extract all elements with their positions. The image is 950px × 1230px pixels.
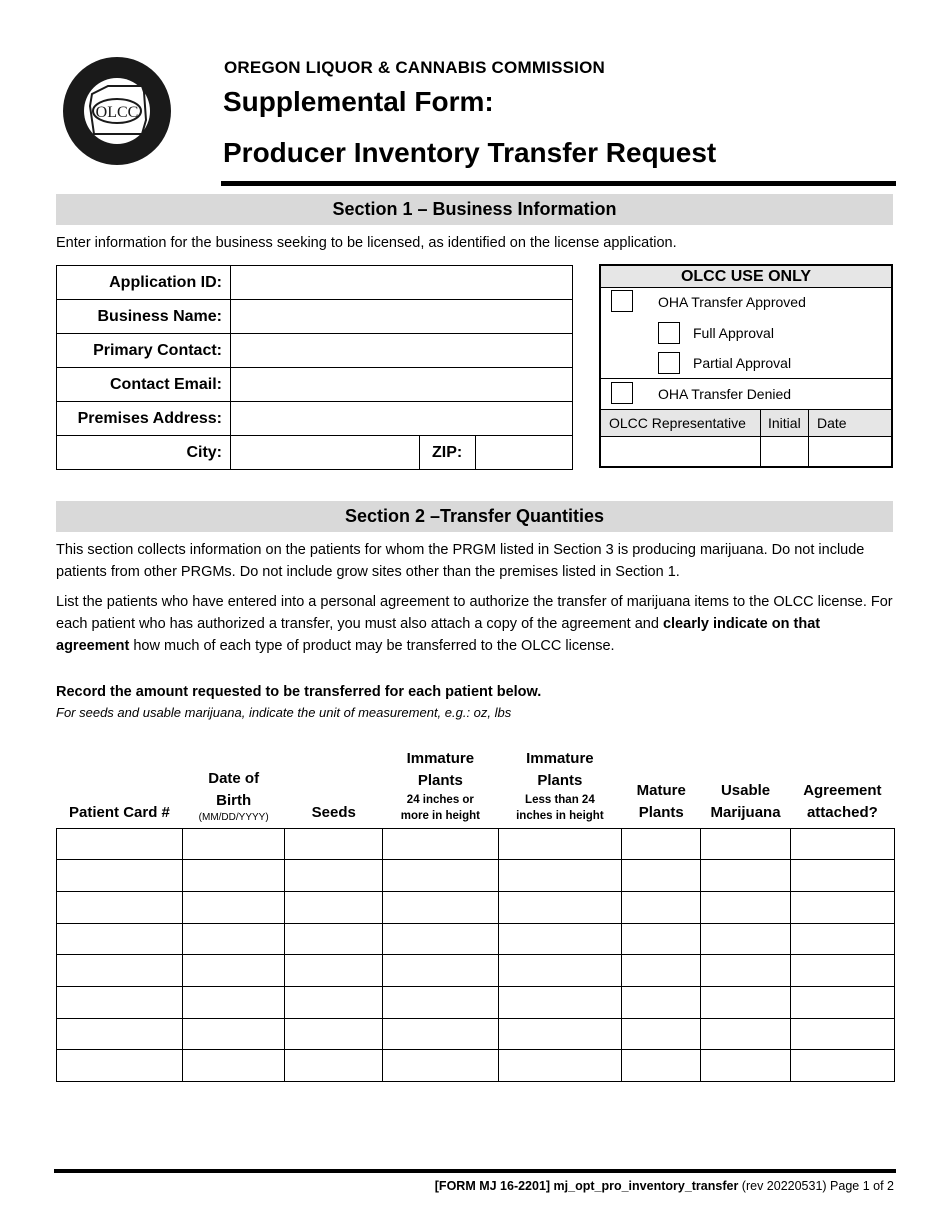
olcc-logo	[62, 56, 172, 166]
primary-contact-label: Primary Contact:	[57, 334, 231, 368]
initial-label: Initial	[768, 415, 801, 431]
table-row	[57, 828, 895, 860]
entry-cell[interactable]	[57, 986, 183, 1018]
entry-cell[interactable]	[701, 891, 790, 923]
olcc-representative-field[interactable]	[601, 438, 760, 466]
entry-cell[interactable]	[790, 891, 894, 923]
city-label: City:	[57, 436, 231, 470]
business-name-row	[57, 300, 573, 334]
business-name-label: Business Name:	[57, 300, 231, 334]
entry-cell[interactable]	[622, 923, 701, 955]
agency-name: OREGON LIQUOR & CANNABIS COMMISSION	[224, 58, 606, 77]
partial-approval-checkbox[interactable]	[658, 352, 680, 374]
entry-cell[interactable]	[498, 986, 622, 1018]
business-name-field[interactable]	[231, 300, 573, 334]
business-info-table	[56, 265, 573, 470]
table-row	[57, 1018, 895, 1050]
entry-cell[interactable]	[383, 986, 499, 1018]
paragraph2-text: List the patients who have entered into a personal agreement to authorize the transfer of marijuana items to the OLCC license. For each patient who has authorized a transfer, you must also attach a copy of the agreement and	[56, 594, 893, 632]
entry-cell[interactable]	[622, 1050, 701, 1082]
col-mature-plants: Mature Plants	[636, 781, 686, 821]
entry-cell[interactable]	[285, 986, 383, 1018]
entry-cell[interactable]	[182, 986, 284, 1018]
contact-email-field[interactable]	[231, 368, 573, 402]
application-id-row	[57, 266, 573, 300]
primary-contact-field[interactable]	[231, 334, 573, 368]
entry-cell[interactable]	[498, 955, 622, 987]
entry-cell[interactable]	[701, 1050, 790, 1082]
initial-field[interactable]	[761, 438, 808, 466]
entry-cell[interactable]	[498, 1050, 622, 1082]
entry-cell[interactable]	[790, 955, 894, 987]
entry-cell[interactable]	[182, 860, 284, 892]
record-heading: Record the amount requested to be transferred for each patient below.	[56, 684, 542, 700]
footer-form-id: [FORM MJ 16-2201] mj_opt_pro_inventory_transfer (rev 20220531) Page 1 of 2	[434, 1179, 894, 1193]
premises-address-row	[57, 402, 573, 436]
city-field[interactable]	[231, 436, 420, 470]
date-field[interactable]	[809, 438, 891, 466]
entry-cell[interactable]	[285, 891, 383, 923]
contact-email-row	[57, 368, 573, 402]
olcc-use-only-box	[599, 264, 893, 468]
col-usable-marijuana: Usable Marijuana	[710, 781, 781, 821]
oha-transfer-approved-label: OHA Transfer Approved	[658, 294, 806, 310]
entry-cell[interactable]	[622, 828, 701, 860]
entry-cell[interactable]	[701, 828, 790, 860]
entry-cell[interactable]	[498, 923, 622, 955]
form-title-line1: Supplemental Form:	[223, 86, 494, 117]
entry-cell[interactable]	[701, 860, 790, 892]
transfer-quantities-table	[56, 744, 895, 1082]
section2-heading: Section 2 –Transfer Quantities	[56, 501, 893, 532]
col-immature-plants-large: Immature Plants 24 inches or more in height	[400, 749, 480, 822]
paragraph2-emphasis: clearly indicate on that agreement	[56, 616, 821, 654]
olcc-use-only-heading: OLCC USE ONLY	[601, 266, 891, 288]
partial-approval-label: Partial Approval	[693, 355, 792, 371]
entry-cell[interactable]	[790, 860, 894, 892]
entry-cell[interactable]	[790, 1018, 894, 1050]
premises-address-label: Premises Address:	[57, 402, 231, 436]
entry-cell[interactable]	[498, 891, 622, 923]
record-note: For seeds and usable marijuana, indicate the unit of measurement, e.g.: oz, lbs	[56, 705, 512, 720]
entry-cell[interactable]	[182, 828, 284, 860]
table-row	[57, 955, 895, 987]
entry-cell[interactable]	[622, 1018, 701, 1050]
table-row	[57, 923, 895, 955]
entry-cell[interactable]	[57, 828, 183, 860]
oha-transfer-denied-checkbox[interactable]	[611, 382, 633, 404]
col-agreement-attached: Agreement attached?	[803, 781, 882, 821]
entry-cell[interactable]	[182, 1050, 284, 1082]
entry-cell[interactable]	[498, 860, 622, 892]
section1-heading: Section 1 – Business Information	[56, 194, 893, 225]
entry-cell[interactable]	[182, 955, 284, 987]
zip-label: ZIP:	[420, 436, 476, 470]
table-row	[57, 986, 895, 1018]
entry-cell[interactable]	[383, 1018, 499, 1050]
date-label: Date	[817, 415, 847, 431]
entry-cell[interactable]	[57, 1050, 183, 1082]
entry-cell[interactable]	[285, 1050, 383, 1082]
entry-cell[interactable]	[285, 955, 383, 987]
entry-cell[interactable]	[285, 923, 383, 955]
entry-cell[interactable]	[285, 1018, 383, 1050]
form-title-line2: Producer Inventory Transfer Request	[223, 137, 717, 168]
entry-cell[interactable]	[701, 923, 790, 955]
entry-cell[interactable]	[383, 1050, 499, 1082]
entry-cell[interactable]	[701, 986, 790, 1018]
dob-format-hint: (MM/DD/YYYY)	[198, 811, 269, 823]
entry-cell[interactable]	[622, 891, 701, 923]
paragraph2-text-end: how much of each type of product may be transferred to the OLCC license.	[129, 638, 615, 654]
entry-cell[interactable]	[383, 923, 499, 955]
zip-field[interactable]	[476, 436, 573, 470]
olcc-representative-label: OLCC Representative	[609, 415, 746, 431]
entry-cell[interactable]	[57, 1018, 183, 1050]
section2-paragraph2	[56, 591, 896, 657]
table-row	[57, 860, 895, 892]
col-date-of-birth: Date of Birth (MM/DD/YYYY)	[182, 744, 284, 828]
title-divider	[221, 181, 896, 186]
entry-cell[interactable]	[383, 828, 499, 860]
premises-address-field[interactable]	[231, 402, 573, 436]
application-id-field[interactable]	[231, 266, 573, 300]
col-seeds: Seeds	[311, 803, 356, 821]
entry-cell[interactable]	[182, 1018, 284, 1050]
section1-instructions: Enter information for the business seeking to be licensed, as identified on the license application.	[56, 235, 677, 251]
entry-cell[interactable]	[383, 860, 499, 892]
city-zip-row	[57, 436, 573, 470]
footer-divider	[54, 1169, 896, 1173]
col-immature-plants-small: Immature Plants Less than 24 inches in height	[516, 749, 604, 822]
table-row	[57, 891, 895, 923]
entry-cell[interactable]	[498, 1018, 622, 1050]
oha-transfer-denied-label: OHA Transfer Denied	[658, 386, 792, 402]
entry-cell[interactable]	[182, 891, 284, 923]
primary-contact-row	[57, 334, 573, 368]
transfer-header-row	[57, 744, 895, 828]
entry-cell[interactable]	[383, 955, 499, 987]
contact-email-label: Contact Email:	[57, 368, 231, 402]
olcc-box-divider	[601, 378, 891, 379]
full-approval-checkbox[interactable]	[658, 322, 680, 344]
entry-cell[interactable]	[57, 891, 183, 923]
entry-cell[interactable]	[383, 891, 499, 923]
entry-cell[interactable]	[790, 1050, 894, 1082]
entry-cell[interactable]	[701, 955, 790, 987]
oha-transfer-approved-checkbox[interactable]	[611, 290, 633, 312]
entry-cell[interactable]	[790, 828, 894, 860]
entry-cell[interactable]	[498, 828, 622, 860]
entry-cell[interactable]	[57, 923, 183, 955]
entry-cell[interactable]	[701, 1018, 790, 1050]
table-row	[57, 1050, 895, 1082]
entry-cell[interactable]	[285, 828, 383, 860]
entry-cell[interactable]	[622, 986, 701, 1018]
entry-cell[interactable]	[790, 923, 894, 955]
entry-cell[interactable]	[182, 923, 284, 955]
section2-paragraph1: This section collects information on the patients for whom the PRGM listed in Section 3 is producing marijuana. Do not include patients from other PRGMs. Do not include grow sites other than the premises listed in Section 1.	[56, 542, 865, 580]
entry-cell[interactable]	[57, 860, 183, 892]
application-id-label: Application ID:	[57, 266, 231, 300]
svg-text:OLCC: OLCC	[95, 104, 139, 121]
entry-cell[interactable]	[622, 955, 701, 987]
entry-cell[interactable]	[622, 860, 701, 892]
signature-header-row	[601, 409, 891, 437]
col-patient-card: Patient Card #	[69, 803, 170, 821]
entry-cell[interactable]	[57, 955, 183, 987]
entry-cell[interactable]	[285, 860, 383, 892]
entry-cell[interactable]	[790, 986, 894, 1018]
full-approval-label: Full Approval	[693, 325, 774, 341]
